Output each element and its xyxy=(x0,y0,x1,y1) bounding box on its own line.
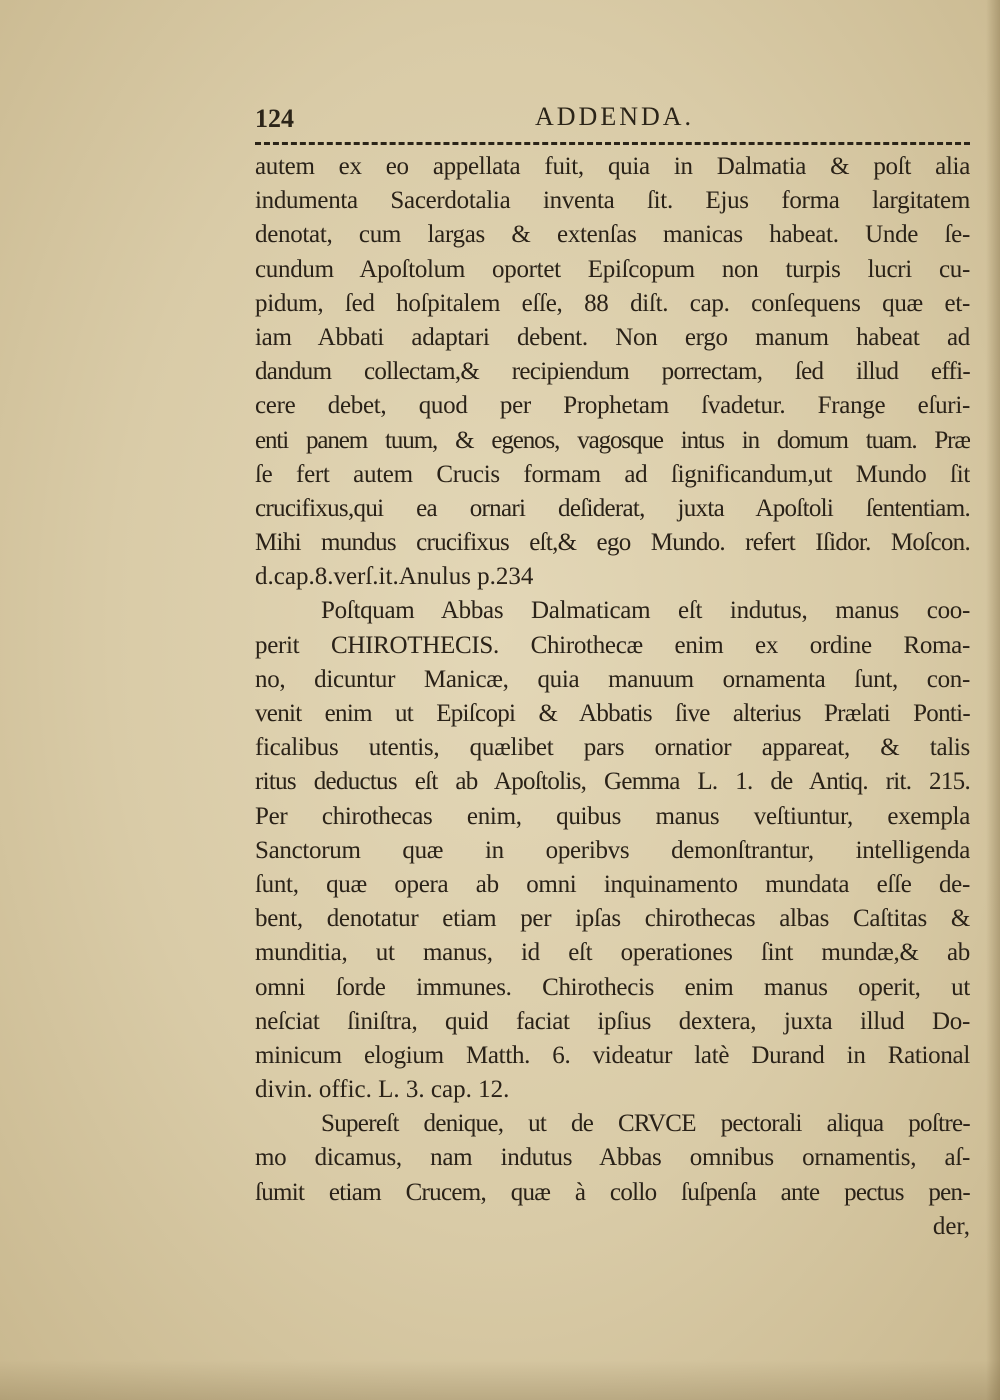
text-line: Poſtquam Abbas Dalmaticam eſt indutus, manus coo- xyxy=(321,597,970,625)
text-line: autem ex eo appellata fuit, quia in Dalmatia & poſt alia xyxy=(255,153,970,180)
text-line: perit CHIROTHECIS. Chirothecæ enim ex ordine Roma- xyxy=(255,631,970,659)
text-line: minicum elogium Matth. 6. videatur latè Durand in Rational xyxy=(255,1041,970,1069)
page-number: 124 xyxy=(255,104,294,133)
text-line: d.cap.8.verſ.it.Anulus p.234 xyxy=(255,563,534,591)
text-line: ſunt, quæ opera ab omni inquinamento mundata eſſe de- xyxy=(255,870,970,898)
text-line: munditia, ut manus, id eſt operationes ſint mundæ,& ab xyxy=(255,939,970,967)
text-line: cundum Apoſtolum oportet Epiſcopum non turpis lucri cu- xyxy=(255,255,970,283)
text-line: dandum collectam,& recipiendum porrectam, ſed illud effi- xyxy=(255,358,970,386)
header-rule xyxy=(255,142,970,145)
text-line: Sanctorum quæ in operibvs demonſtrantur, intelligenda xyxy=(255,836,970,864)
text-line: enti panem tuum, & egenos, vagosque intus in domum tuam. Præ xyxy=(255,426,970,454)
text-line: indumenta Sacerdotalia inventa ſit. Ejus forma largitatem xyxy=(255,187,970,215)
catchword: der, xyxy=(932,1212,970,1240)
text-line: no, dicuntur Manicæ, quia manuum ornamenta ſunt, con- xyxy=(255,665,970,693)
text-line: omni ſorde immunes. Chirothecis enim manus operit, ut xyxy=(255,973,970,1001)
text-line: pidum, ſed hoſpitalem eſſe, 88 diſt. cap. conſequens quæ et- xyxy=(255,289,970,317)
text-line: ficalibus utentis, quælibet pars ornatior appareat, & talis xyxy=(255,734,970,762)
text-line: Per chirothecas enim, quibus manus veſtiuntur, exempla xyxy=(255,802,970,830)
page-header xyxy=(255,100,970,140)
text-line: iam Abbati adaptari debent. Non ergo manum habeat ad xyxy=(255,323,970,351)
text-line: venit enim ut Epiſcopi & Abbatis ſive alterius Prælati Ponti- xyxy=(255,700,970,727)
text-line: mo dicamus, nam indutus Abbas omnibus ornamentis, aſ- xyxy=(255,1144,970,1172)
running-head: ADDENDA. xyxy=(535,102,695,131)
text-line: Mihi mundus crucifixus eſt,& ego Mundo. refert Iſidor. Moſcon. xyxy=(255,529,970,557)
text-line: ritus deductus eſt ab Apoſtolis, Gemma L. 1. de Antiq. rit. 215. xyxy=(255,768,970,796)
text-line: Supereſt denique, ut de CRVCE pectorali aliqua poſtre- xyxy=(321,1110,970,1138)
text-line: crucifixus,qui ea ornari deſiderat, juxta Apoſtoli ſententiam. xyxy=(255,494,970,522)
text-line: bent, denotatur etiam per ipſas chirothecas albas Caſtitas & xyxy=(255,905,970,933)
text-line: divin. offic. L. 3. cap. 12. xyxy=(255,1076,510,1104)
text-line: denotat, cum largas & extenſas manicas habeat. Unde ſe- xyxy=(255,221,970,249)
page-edge-shadow xyxy=(986,0,1000,1400)
text-line: neſciat ſiniſtra, quid faciat ipſius dextera, juxta illud Do- xyxy=(255,1007,970,1035)
text-line: ſe fert autem Crucis formam ad ſignificandum,ut Mundo ſit xyxy=(255,460,970,488)
text-line: cere debet, quod per Prophetam ſvadetur. Frange eſuri- xyxy=(255,392,970,420)
text-line: ſumit etiam Crucem, quæ à collo ſuſpenſa ante pectus pen- xyxy=(255,1178,970,1206)
body-text xyxy=(255,150,970,1244)
page-bottom-shadow xyxy=(0,1360,1000,1400)
